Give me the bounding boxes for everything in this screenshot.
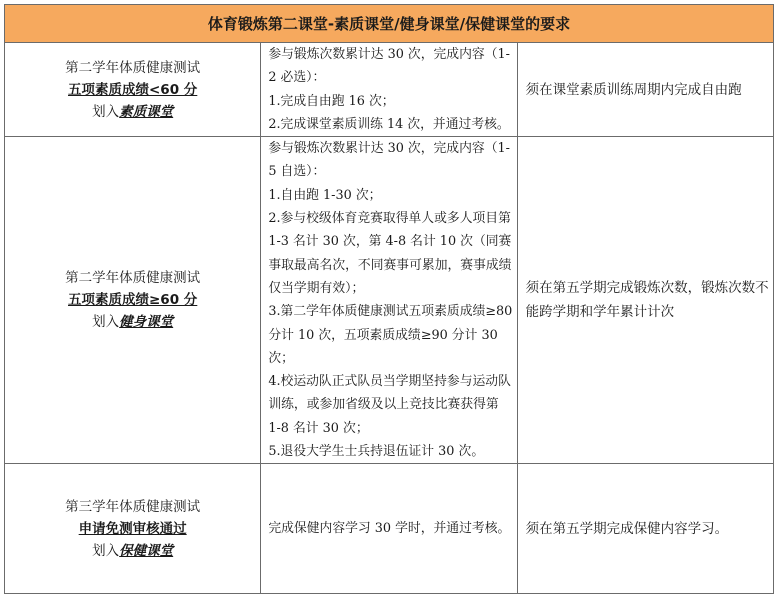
condition-cell (5, 137, 261, 464)
table-row (5, 137, 774, 464)
content-line: 2.完成课堂素质训练 14 次，并通过考核。 (268, 116, 510, 132)
content-cell (261, 43, 517, 137)
condition-cell (5, 464, 261, 594)
condition-score: 五项素质成绩<60 分 (68, 81, 198, 98)
table-header-row (5, 5, 774, 43)
content-cell (261, 464, 517, 594)
content-line: 2.参与校级体育竞赛取得单人或多人项目第 1-3 名计 30 次，第 4-8 名计 10 次（同赛事取最高名次，不同赛事可累加，赛事成绩仅当学期有效）； (268, 211, 512, 296)
course-name: 素质课堂 (119, 103, 174, 120)
course-name: 健身课堂 (119, 314, 174, 331)
table-row (5, 43, 774, 137)
condition-score: 申请免测审核通过 (78, 520, 187, 537)
table-row (5, 464, 774, 594)
content-line: 1.完成自由跑 16 次； (268, 93, 395, 109)
condition-cell (5, 43, 261, 137)
condition-test: 第二学年体质健康测试 (65, 270, 201, 287)
content-line: 4.校运动队正式队员当学期坚持参与运动队训练，或参加省级及以上竞技比赛获得第 1-8 名计 30 次； (268, 374, 511, 436)
content-cell (261, 137, 517, 464)
content-line: 完成保健内容学习 30 学时，并通过考核。 (268, 521, 511, 537)
note-cell: 须在第五学期完成保健内容学习。 (517, 464, 773, 594)
condition-assign (5, 540, 260, 562)
requirements-table (4, 4, 774, 594)
content-line: 5.退役大学生士兵持退伍证计 30 次。 (268, 444, 485, 460)
condition-score: 五项素质成绩≥60 分 (68, 292, 198, 309)
table-title: 体育锻炼第二课堂-素质课堂/健身课堂/保健课堂的要求 (5, 5, 774, 43)
content-line: 参与锻炼次数累计达 30 次，完成内容（1-5 自选）： (268, 141, 510, 180)
assign-label: 划入 (92, 103, 120, 120)
requirements-table-container (4, 4, 774, 594)
condition-assign (5, 311, 260, 333)
note-cell: 须在课堂素质训练周期内完成自由跑 (517, 43, 773, 137)
course-name: 保健课堂 (119, 542, 174, 559)
assign-label: 划入 (92, 314, 120, 331)
condition-test: 第三学年体质健康测试 (65, 498, 201, 515)
condition-test: 第二学年体质健康测试 (65, 59, 201, 76)
assign-label: 划入 (92, 542, 120, 559)
content-line: 3.第二学年体质健康测试五项素质成绩≥80 分计 10 次，五项素质成绩≥90 分计 30 次； (268, 304, 513, 366)
note-cell: 须在第五学期完成锻炼次数，锻炼次数不能跨学期和学年累计计次 (517, 137, 773, 464)
condition-assign (5, 101, 260, 123)
content-line: 参与锻炼次数累计达 30 次，完成内容（1-2 必选）： (268, 47, 510, 86)
content-line: 1.自由跑 1-30 次； (268, 187, 382, 203)
